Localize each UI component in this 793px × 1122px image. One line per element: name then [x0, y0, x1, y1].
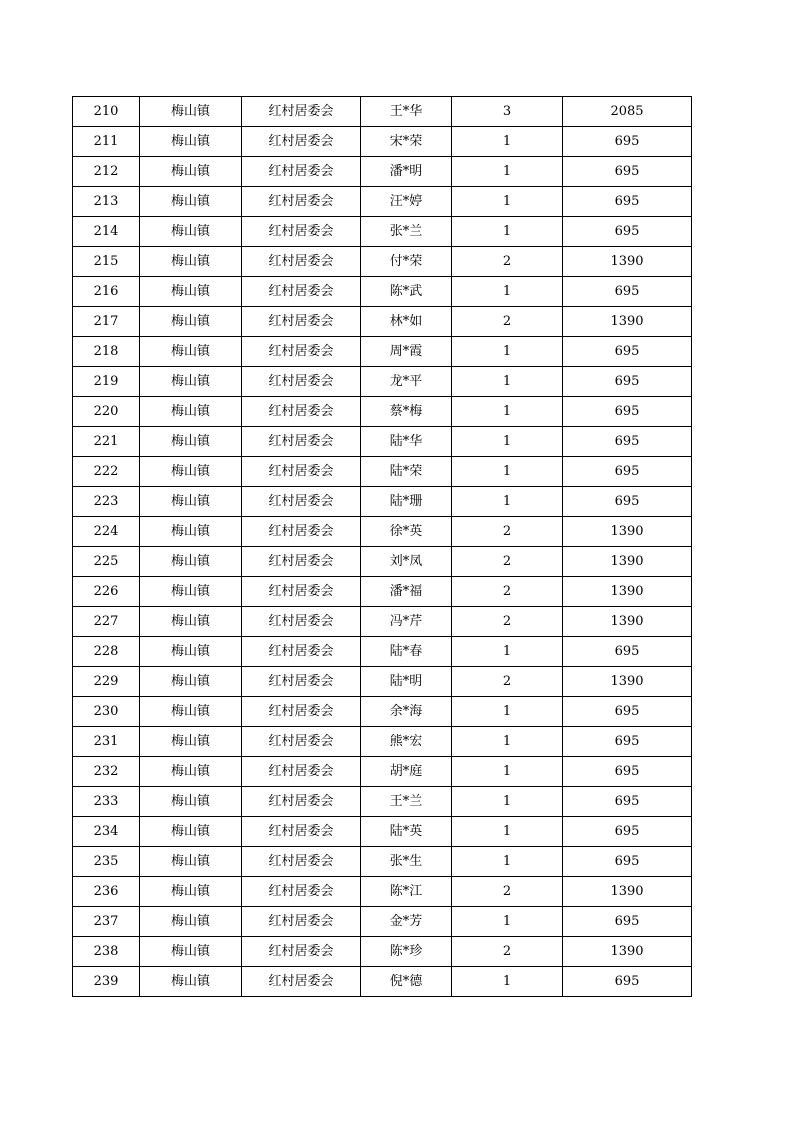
name-cell: 王*兰 [361, 787, 452, 817]
name-cell: 付*荣 [361, 247, 452, 277]
row-number-cell: 218 [73, 337, 140, 367]
amount-cell: 695 [563, 907, 692, 937]
town-cell: 梅山镇 [140, 277, 242, 307]
row-number-cell: 227 [73, 607, 140, 637]
table-row [73, 757, 692, 787]
village-committee-cell: 红村居委会 [242, 877, 361, 907]
household-count-cell: 1 [452, 217, 563, 247]
village-committee-cell: 红村居委会 [242, 457, 361, 487]
table-row [73, 787, 692, 817]
village-committee-cell: 红村居委会 [242, 697, 361, 727]
name-cell: 冯*芹 [361, 607, 452, 637]
town-cell: 梅山镇 [140, 727, 242, 757]
household-count-cell: 1 [452, 967, 563, 997]
village-committee-cell: 红村居委会 [242, 907, 361, 937]
table-row [73, 817, 692, 847]
town-cell: 梅山镇 [140, 817, 242, 847]
household-count-cell: 1 [452, 637, 563, 667]
row-number-cell: 219 [73, 367, 140, 397]
name-cell: 汪*婷 [361, 187, 452, 217]
village-committee-cell: 红村居委会 [242, 517, 361, 547]
name-cell: 蔡*梅 [361, 397, 452, 427]
town-cell: 梅山镇 [140, 757, 242, 787]
name-cell: 林*如 [361, 307, 452, 337]
village-committee-cell: 红村居委会 [242, 847, 361, 877]
household-count-cell: 1 [452, 727, 563, 757]
name-cell: 陆*春 [361, 637, 452, 667]
amount-cell: 695 [563, 367, 692, 397]
town-cell: 梅山镇 [140, 127, 242, 157]
household-count-cell: 2 [452, 517, 563, 547]
subsidy-roster-table [72, 96, 692, 997]
name-cell: 胡*庭 [361, 757, 452, 787]
table-row [73, 937, 692, 967]
table-row [73, 697, 692, 727]
table-row [73, 547, 692, 577]
row-number-cell: 211 [73, 127, 140, 157]
village-committee-cell: 红村居委会 [242, 157, 361, 187]
household-count-cell: 2 [452, 877, 563, 907]
village-committee-cell: 红村居委会 [242, 577, 361, 607]
village-committee-cell: 红村居委会 [242, 247, 361, 277]
household-count-cell: 1 [452, 487, 563, 517]
household-count-cell: 2 [452, 937, 563, 967]
name-cell: 宋*荣 [361, 127, 452, 157]
amount-cell: 695 [563, 847, 692, 877]
amount-cell: 1390 [563, 247, 692, 277]
amount-cell: 695 [563, 187, 692, 217]
village-committee-cell: 红村居委会 [242, 487, 361, 517]
table-row [73, 217, 692, 247]
amount-cell: 695 [563, 967, 692, 997]
village-committee-cell: 红村居委会 [242, 187, 361, 217]
name-cell: 周*霞 [361, 337, 452, 367]
household-count-cell: 1 [452, 457, 563, 487]
amount-cell: 1390 [563, 307, 692, 337]
town-cell: 梅山镇 [140, 157, 242, 187]
village-committee-cell: 红村居委会 [242, 427, 361, 457]
table-row [73, 607, 692, 637]
table-row [73, 397, 692, 427]
town-cell: 梅山镇 [140, 637, 242, 667]
name-cell: 龙*平 [361, 367, 452, 397]
household-count-cell: 1 [452, 397, 563, 427]
amount-cell: 695 [563, 277, 692, 307]
town-cell: 梅山镇 [140, 517, 242, 547]
town-cell: 梅山镇 [140, 457, 242, 487]
amount-cell: 695 [563, 427, 692, 457]
row-number-cell: 238 [73, 937, 140, 967]
household-count-cell: 1 [452, 367, 563, 397]
town-cell: 梅山镇 [140, 217, 242, 247]
amount-cell: 695 [563, 787, 692, 817]
village-committee-cell: 红村居委会 [242, 367, 361, 397]
amount-cell: 695 [563, 757, 692, 787]
town-cell: 梅山镇 [140, 247, 242, 277]
table-row [73, 367, 692, 397]
household-count-cell: 1 [452, 847, 563, 877]
roster-body [73, 97, 692, 997]
row-number-cell: 220 [73, 397, 140, 427]
name-cell: 张*生 [361, 847, 452, 877]
table-row [73, 967, 692, 997]
amount-cell: 1390 [563, 667, 692, 697]
table-row [73, 307, 692, 337]
amount-cell: 695 [563, 457, 692, 487]
village-committee-cell: 红村居委会 [242, 967, 361, 997]
village-committee-cell: 红村居委会 [242, 637, 361, 667]
household-count-cell: 1 [452, 697, 563, 727]
table-row [73, 337, 692, 367]
name-cell: 陆*荣 [361, 457, 452, 487]
table-row [73, 277, 692, 307]
row-number-cell: 224 [73, 517, 140, 547]
row-number-cell: 232 [73, 757, 140, 787]
row-number-cell: 213 [73, 187, 140, 217]
name-cell: 金*芳 [361, 907, 452, 937]
name-cell: 陆*明 [361, 667, 452, 697]
town-cell: 梅山镇 [140, 577, 242, 607]
table-row [73, 157, 692, 187]
table-row [73, 667, 692, 697]
town-cell: 梅山镇 [140, 787, 242, 817]
household-count-cell: 1 [452, 427, 563, 457]
table-row [73, 517, 692, 547]
amount-cell: 695 [563, 217, 692, 247]
name-cell: 王*华 [361, 97, 452, 127]
household-count-cell: 1 [452, 757, 563, 787]
name-cell: 陆*珊 [361, 487, 452, 517]
village-committee-cell: 红村居委会 [242, 307, 361, 337]
row-number-cell: 221 [73, 427, 140, 457]
row-number-cell: 235 [73, 847, 140, 877]
row-number-cell: 212 [73, 157, 140, 187]
name-cell: 潘*福 [361, 577, 452, 607]
amount-cell: 1390 [563, 607, 692, 637]
row-number-cell: 228 [73, 637, 140, 667]
amount-cell: 2085 [563, 97, 692, 127]
household-count-cell: 1 [452, 907, 563, 937]
name-cell: 张*兰 [361, 217, 452, 247]
household-count-cell: 1 [452, 337, 563, 367]
table-row [73, 457, 692, 487]
table-row [73, 907, 692, 937]
town-cell: 梅山镇 [140, 397, 242, 427]
town-cell: 梅山镇 [140, 847, 242, 877]
household-count-cell: 1 [452, 277, 563, 307]
table-row [73, 427, 692, 457]
amount-cell: 695 [563, 337, 692, 367]
town-cell: 梅山镇 [140, 307, 242, 337]
village-committee-cell: 红村居委会 [242, 337, 361, 367]
amount-cell: 1390 [563, 517, 692, 547]
row-number-cell: 234 [73, 817, 140, 847]
village-committee-cell: 红村居委会 [242, 757, 361, 787]
name-cell: 刘*凤 [361, 547, 452, 577]
table-row [73, 127, 692, 157]
village-committee-cell: 红村居委会 [242, 547, 361, 577]
village-committee-cell: 红村居委会 [242, 667, 361, 697]
household-count-cell: 1 [452, 157, 563, 187]
town-cell: 梅山镇 [140, 427, 242, 457]
row-number-cell: 237 [73, 907, 140, 937]
household-count-cell: 2 [452, 547, 563, 577]
name-cell: 徐*英 [361, 517, 452, 547]
row-number-cell: 231 [73, 727, 140, 757]
table-row [73, 247, 692, 277]
town-cell: 梅山镇 [140, 547, 242, 577]
row-number-cell: 215 [73, 247, 140, 277]
town-cell: 梅山镇 [140, 697, 242, 727]
village-committee-cell: 红村居委会 [242, 277, 361, 307]
amount-cell: 695 [563, 637, 692, 667]
amount-cell: 695 [563, 397, 692, 427]
village-committee-cell: 红村居委会 [242, 787, 361, 817]
name-cell: 余*海 [361, 697, 452, 727]
row-number-cell: 229 [73, 667, 140, 697]
town-cell: 梅山镇 [140, 877, 242, 907]
row-number-cell: 230 [73, 697, 140, 727]
amount-cell: 695 [563, 127, 692, 157]
village-committee-cell: 红村居委会 [242, 217, 361, 247]
row-number-cell: 217 [73, 307, 140, 337]
town-cell: 梅山镇 [140, 487, 242, 517]
household-count-cell: 1 [452, 787, 563, 817]
row-number-cell: 222 [73, 457, 140, 487]
village-committee-cell: 红村居委会 [242, 97, 361, 127]
household-count-cell: 1 [452, 127, 563, 157]
village-committee-cell: 红村居委会 [242, 817, 361, 847]
table-row [73, 97, 692, 127]
amount-cell: 695 [563, 487, 692, 517]
household-count-cell: 2 [452, 607, 563, 637]
town-cell: 梅山镇 [140, 607, 242, 637]
amount-cell: 695 [563, 817, 692, 847]
village-committee-cell: 红村居委会 [242, 127, 361, 157]
village-committee-cell: 红村居委会 [242, 727, 361, 757]
name-cell: 熊*宏 [361, 727, 452, 757]
row-number-cell: 214 [73, 217, 140, 247]
town-cell: 梅山镇 [140, 367, 242, 397]
amount-cell: 1390 [563, 577, 692, 607]
town-cell: 梅山镇 [140, 907, 242, 937]
town-cell: 梅山镇 [140, 337, 242, 367]
name-cell: 陈*珍 [361, 937, 452, 967]
amount-cell: 695 [563, 727, 692, 757]
row-number-cell: 225 [73, 547, 140, 577]
household-count-cell: 1 [452, 817, 563, 847]
table-row [73, 847, 692, 877]
row-number-cell: 210 [73, 97, 140, 127]
name-cell: 陆*英 [361, 817, 452, 847]
household-count-cell: 1 [452, 187, 563, 217]
table-row [73, 187, 692, 217]
amount-cell: 1390 [563, 937, 692, 967]
row-number-cell: 226 [73, 577, 140, 607]
amount-cell: 695 [563, 697, 692, 727]
household-count-cell: 2 [452, 247, 563, 277]
household-count-cell: 2 [452, 577, 563, 607]
table-row [73, 487, 692, 517]
row-number-cell: 236 [73, 877, 140, 907]
village-committee-cell: 红村居委会 [242, 397, 361, 427]
amount-cell: 695 [563, 157, 692, 187]
amount-cell: 1390 [563, 877, 692, 907]
town-cell: 梅山镇 [140, 937, 242, 967]
amount-cell: 1390 [563, 547, 692, 577]
name-cell: 陈*江 [361, 877, 452, 907]
table-row [73, 637, 692, 667]
row-number-cell: 216 [73, 277, 140, 307]
household-count-cell: 3 [452, 97, 563, 127]
name-cell: 陈*武 [361, 277, 452, 307]
row-number-cell: 223 [73, 487, 140, 517]
town-cell: 梅山镇 [140, 667, 242, 697]
name-cell: 陆*华 [361, 427, 452, 457]
town-cell: 梅山镇 [140, 97, 242, 127]
household-count-cell: 2 [452, 667, 563, 697]
row-number-cell: 233 [73, 787, 140, 817]
town-cell: 梅山镇 [140, 967, 242, 997]
household-count-cell: 2 [452, 307, 563, 337]
village-committee-cell: 红村居委会 [242, 607, 361, 637]
row-number-cell: 239 [73, 967, 140, 997]
village-committee-cell: 红村居委会 [242, 937, 361, 967]
name-cell: 倪*德 [361, 967, 452, 997]
table-row [73, 877, 692, 907]
town-cell: 梅山镇 [140, 187, 242, 217]
table-row [73, 577, 692, 607]
table-row [73, 727, 692, 757]
name-cell: 潘*明 [361, 157, 452, 187]
